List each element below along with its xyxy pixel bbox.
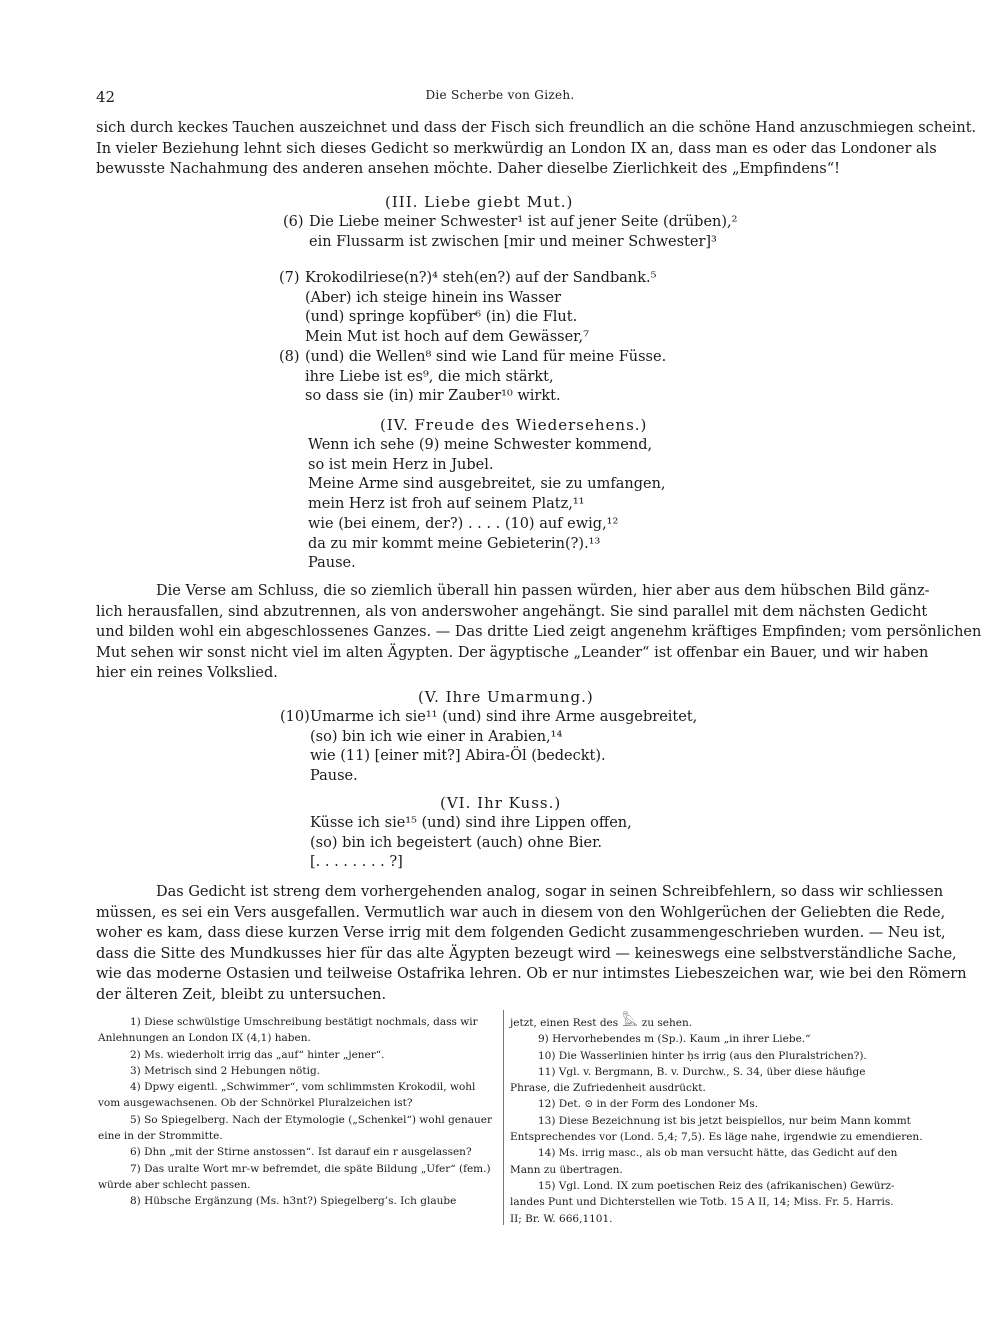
footnote-line: 7) Das uralte Wort mr-w befremdet, die späte Bildung „Ufer“ (fem.) xyxy=(130,1162,491,1175)
commentary-paragraph-2 xyxy=(96,882,967,1005)
verse-line: (10)Umarme ich sie¹¹ (und) sind ihre Arme ausgebreitet, xyxy=(280,709,698,725)
footnotes-left xyxy=(98,1014,500,1210)
footnote-line: jetzt, einen Rest des 𓅓 zu sehen. xyxy=(510,1014,693,1030)
verse-line: (Aber) ich steige hinein ins Wasser xyxy=(305,289,562,306)
section-heading-3: (III. Liebe giebt Mut.) xyxy=(385,193,574,211)
verse-line: (und) springe kopfüber⁶ (in) die Flut. xyxy=(305,309,578,326)
text-line: Das Gedicht ist streng dem vorhergehenden analog, sogar in seinen Schreibfehlern, so dass wir schliessen xyxy=(156,884,944,900)
footnotes-right xyxy=(510,1014,923,1227)
footnote-line: Mann zu übertragen. xyxy=(510,1163,623,1176)
text-line: müssen, es sei ein Vers ausgefallen. Vermutlich war auch in diesem von den Wohlgerüchen der Geliebten die Rede, xyxy=(96,904,946,921)
section-heading-5: (V. Ihre Umarmung.) xyxy=(418,688,594,706)
footnote-line: Phrase, die Zufriedenheit ausdrückt. xyxy=(510,1082,706,1095)
footnote-line: 11) Vgl. v. Bergmann, B. v. Durchw., S. 34, über diese häufige xyxy=(538,1065,866,1078)
column-divider xyxy=(503,1010,504,1225)
verse-block-4 xyxy=(308,436,666,574)
footnote-line: 15) Vgl. Lond. IX zum poetischen Reiz des (afrikanischen) Gewürz- xyxy=(538,1179,895,1192)
verse-line: da zu mir kommt meine Gebieterin(?).¹³ xyxy=(308,535,601,552)
text-line: Die Verse am Schluss, die so ziemlich überall hin passen würden, hier aber aus dem hübschen Bild gänz- xyxy=(156,583,930,599)
footnote-line: 5) So Spiegelberg. Nach der Etymologie („Schenkel“) wohl genauer xyxy=(130,1113,493,1126)
footnote-line: 14) Ms. irrig masc., als ob man versucht hätte, das Gedicht auf den xyxy=(538,1147,898,1160)
verse-line: Küsse ich sie¹⁵ (und) sind ihre Lippen offen, xyxy=(310,815,632,831)
verse-line: (so) bin ich begeistert (auch) ohne Bier. xyxy=(310,834,603,851)
text-line: bewusste Nachahmung des anderen ansehen möchte. Daher dieselbe Zierlichkeit des „Empfindens“! xyxy=(96,161,840,177)
verse-line: ein Flussarm ist zwischen [mir und meiner Schwester]³ xyxy=(309,233,717,250)
verse-line: Pause. xyxy=(308,555,356,572)
verse-line: so ist mein Herz in Jubel. xyxy=(308,456,494,473)
section-heading-4: (IV. Freude des Wiedersehens.) xyxy=(380,416,648,434)
verse-block-3a xyxy=(283,213,737,252)
running-title: Die Scherbe von Gizeh. xyxy=(425,88,575,102)
footnote-line: landes Punt und Dichterstellen wie Totb. 15 A II, 14; Miss. Fr. 5. Harris. xyxy=(510,1196,894,1209)
verse-line: (8) (und) die Wellen⁸ sind wie Land für meine Füsse. xyxy=(279,348,667,365)
footnote-line: 2) Ms. wiederholt irrig das „auf“ hinter „jener“. xyxy=(130,1048,385,1061)
footnote-line: 6) Dhn „mit der Stirne anstossen“. Ist darauf ein r ausgelassen? xyxy=(130,1146,472,1159)
verse-line: (7) Krokodilriese(n?)⁴ steh(en?) auf der Sandbank.⁵ xyxy=(279,270,657,286)
verse-line: ihre Liebe ist es⁹, die mich stärkt, xyxy=(305,368,554,385)
text-line: sich durch keckes Tauchen auszeichnet und dass der Fisch sich freundlich an die schöne Hand anzuschmiegen scheint. xyxy=(96,120,977,136)
footnote-line: II; Br. W. 666,1101. xyxy=(510,1212,613,1225)
commentary-paragraph-1 xyxy=(96,581,982,684)
footnote-line: Anlehnungen an London IX (4,1) haben. xyxy=(98,1032,311,1045)
verse-block-6 xyxy=(310,814,632,873)
text-line: wie das moderne Ostasien und teilweise Ostafrika lehren. Ob er nur intimstes Liebeszeichen war, wie bei den Römern xyxy=(96,966,967,982)
intro-paragraph xyxy=(96,118,977,180)
owl-hieroglyph-icon: 𓅓 xyxy=(622,1014,638,1030)
verse-line: (so) bin ich wie einer in Arabien,¹⁴ xyxy=(310,728,563,745)
verse-line: Wenn ich sehe (9) meine Schwester kommend, xyxy=(308,437,653,453)
footnote-line: 9) Hervorhebendes m (Sp.). Kaum „in ihrer Liebe.“ xyxy=(538,1033,811,1046)
footnote-line: 3) Metrisch sind 2 Hebungen nötig. xyxy=(130,1064,321,1077)
verse-line: (6) Die Liebe meiner Schwester¹ ist auf jener Seite (drüben),² xyxy=(283,214,738,230)
text-line: lich herausfallen, sind abzutrennen, als von anderswoher angehängt. Sie sind parallel mit dem nächsten Gedicht xyxy=(96,603,928,620)
text-line: der älteren Zeit, bleibt zu untersuchen. xyxy=(96,986,387,1003)
footnote-line: 12) Det. ⊙ in der Form des Londoner Ms. xyxy=(538,1098,759,1111)
verse-line: mein Herz ist froh auf seinem Platz,¹¹ xyxy=(308,496,585,513)
footnote-line: 8) Hübsche Ergänzung (Ms. h3nt?) Spiegelberg’s. Ich glaube xyxy=(130,1195,457,1208)
footnote-line: Entsprechendes vor (Lond. 5,4; 7,5). Es läge nahe, irgendwie zu emendieren. xyxy=(510,1131,923,1144)
verse-line: [. . . . . . . . ?] xyxy=(310,854,403,871)
text-line: woher es kam, dass diese kurzen Verse irrig mit dem folgenden Gedicht zusammengeschrieben wurden. — Neu ist, xyxy=(96,925,946,941)
verse-line: Meine Arme sind ausgebreitet, sie zu umfangen, xyxy=(308,476,666,493)
verse-block-5 xyxy=(280,708,697,787)
footnote-line: 10) Die Wasserlinien hinter ḥs irrig (aus den Pluralstrichen?). xyxy=(538,1049,867,1062)
verse-line: Mein Mut ist hoch auf dem Gewässer,⁷ xyxy=(305,329,589,346)
footnote-line: 13) Diese Bezeichnung ist bis jetzt beispiellos, nur beim Mann kommt xyxy=(538,1114,911,1127)
text-line: hier ein reines Volkslied. xyxy=(96,665,278,681)
footnote-line: 4) Dpwy eigentl. „Schwimmer“, vom schlimmsten Krokodil, wohl xyxy=(130,1081,476,1094)
footnote-line: 1) Diese schwülstige Umschreibung bestätigt nochmals, dass wir xyxy=(130,1016,478,1028)
verse-line: wie (11) [einer mit?] Abira-Öl (bedeckt). xyxy=(310,748,606,765)
text-line: Mut sehen wir sonst nicht viel im alten Ägypten. Der ägyptische „Leander“ ist offenbar ein Bauer, und wir haben xyxy=(96,644,929,661)
verse-line: Pause. xyxy=(310,768,358,785)
section-heading-6: (VI. Ihr Kuss.) xyxy=(440,794,562,812)
text-line: und bilden wohl ein abgeschlossenes Ganzes. — Das dritte Lied zeigt angenehm kräftiges Empfinden; vom persönlichen xyxy=(96,624,982,640)
footnote-line: vom ausgewachsenen. Ob der Schnörkel Pluralzeichen ist? xyxy=(98,1097,413,1110)
footnote-line: eine in der Strommitte. xyxy=(98,1130,223,1143)
text-line: In vieler Beziehung lehnt sich dieses Gedicht so merkwürdig an London IX an, dass man es oder das Londoner als xyxy=(96,140,937,157)
text-line: dass die Sitte des Mundkusses hier für das alte Ägypten bezeugt wird — keineswegs eine selbstverständliche Sache, xyxy=(96,945,957,962)
verse-line: wie (bei einem, der?) . . . . (10) auf ewig,¹² xyxy=(308,515,619,532)
verse-line: so dass sie (in) mir Zauber¹⁰ wirkt. xyxy=(305,388,561,405)
page-number: 42 xyxy=(96,88,116,106)
verse-block-3b xyxy=(279,269,666,407)
footnote-line: würde aber schlecht passen. xyxy=(98,1178,251,1191)
